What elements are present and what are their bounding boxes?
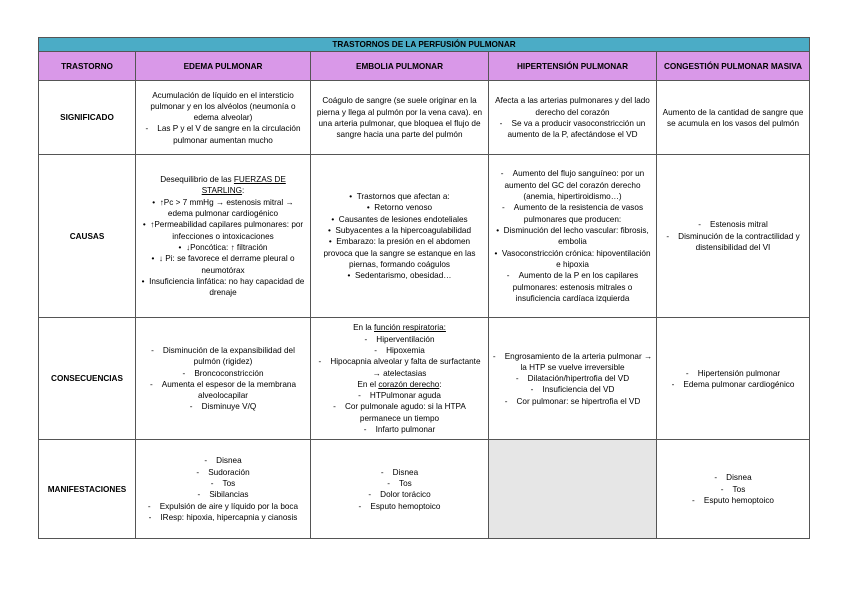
text: Desequilibrio de las	[160, 175, 234, 185]
text: En la	[353, 323, 375, 333]
cell-manifestaciones-edema	[136, 440, 311, 539]
list-item: - Sudoración	[139, 467, 307, 478]
list-item: - Aumenta el espesor de la membrana alveolocapilar	[139, 379, 307, 402]
text: Coágulo de sangre (se suele originar en la pierna y llega al pulmón por la vena cava). en una arteria pulmonar, que bloquea el flujo de sangre hacia una parte del pulmón	[316, 96, 483, 140]
cell-consecuencias-congestion	[657, 318, 810, 440]
text: FUERZAS DE STARLING	[201, 175, 286, 196]
list-item: - Disnea	[660, 472, 806, 483]
text: - Se va a producir vasoconstricción un aumento de la P, afectándose el VD	[492, 118, 653, 141]
list-item: - Disminución de la expansibilidad del pulmón (rigidez)	[139, 345, 307, 368]
list-item: - Hipoxemia	[314, 345, 485, 356]
list-item: - Estenosis mitral	[660, 219, 806, 230]
header-trastorno: TRASTORNO	[39, 52, 136, 81]
list-item: - Sibilancias	[139, 489, 307, 500]
list-item: • Retorno venoso	[314, 202, 485, 213]
cell-causas-embolia	[311, 155, 489, 318]
list-item: • Trastornos que afectan a:	[314, 191, 485, 202]
list-item: • ↑Permeabilidad capilares pulmonares: por infecciones o intoxicaciones	[139, 219, 307, 242]
text: Acumulación de líquido en el intersticio pulmonar y en los alvéolos (neumonía o edema alveolar)	[150, 90, 296, 123]
cell-causas-congestion	[657, 155, 810, 318]
list-item: - Disnea	[139, 455, 307, 466]
row-label-significado: SIGNIFICADO	[39, 81, 136, 155]
list-item: - Cor pulmonale agudo: si la HTPA permanece un tiempo	[314, 401, 485, 424]
cell-manifestaciones-congestion	[657, 440, 810, 539]
list-item: • Subyacentes a la hipercoagulabilidad	[314, 225, 485, 236]
list-item: - Cor pulmonar: se hipertrofia el VD	[492, 396, 653, 407]
header-edema: EDEMA PULMONAR	[136, 52, 311, 81]
list-item: - Engrosamiento de la arteria pulmonar → la HTP se vuelve irreversible	[492, 351, 653, 374]
list-item: - Disminuye V/Q	[139, 401, 307, 412]
text: corazón derecho	[378, 379, 440, 389]
cell-causas-edema	[136, 155, 311, 318]
header-embolia: EMBOLIA PULMONAR	[311, 52, 489, 81]
list-item: • Insuficiencia linfática: no hay capacidad de drenaje	[139, 276, 307, 299]
list-item: - Disnea	[314, 467, 485, 478]
header-hipertension: HIPERTENSIÓN PULMONAR	[489, 52, 657, 81]
list-item: - Esputo hemoptoico	[314, 501, 485, 512]
row-label-consecuencias: CONSECUENCIAS	[39, 318, 136, 440]
list-item: • Causantes de lesiones endoteliales	[314, 214, 485, 225]
text: :	[439, 379, 442, 389]
table-title: TRASTORNOS DE LA PERFUSIÓN PULMONAR	[39, 38, 810, 52]
list-item: • Sedentarismo, obesidad…	[314, 270, 485, 281]
list-item: - Tos	[139, 478, 307, 489]
text: Afecta a las arterias pulmonares y del lado derecho del corazón	[495, 96, 650, 117]
list-item: - Aumento de la P en los capilares pulmonares: estenosis mitrales o insuficiencia cardíaca izquierda	[492, 270, 653, 304]
list-item: - Esputo hemoptoico	[660, 495, 806, 506]
cell-significado-congestion	[657, 81, 810, 155]
list-item: - Tos	[660, 484, 806, 495]
list-item: - Expulsión de aire y líquido por la boca	[139, 501, 307, 512]
text	[139, 174, 307, 197]
list-item: - Disminución de la contractilidad y distensibilidad del VI	[660, 231, 806, 254]
list-item: - Aumento de la resistencia de vasos pulmonares que producen:	[492, 202, 653, 225]
list-item: - Hipertensión pulmonar	[660, 368, 806, 379]
list-item: - IResp: hipoxia, hipercapnia y cianosis	[139, 512, 307, 523]
cell-consecuencias-embolia	[311, 318, 489, 440]
header-congestion: CONGESTIÓN PULMONAR MASIVA	[657, 52, 810, 81]
text: función respiratoria:	[374, 323, 446, 333]
cell-consecuencias-edema	[136, 318, 311, 440]
list-item: - Aumento del flujo sanguíneo: por un aumento del GC del corazón derecho (anemia, hipertiroidismo…)	[492, 168, 653, 202]
list-item: • Disminución del lecho vascular: fibrosis, embolia	[492, 225, 653, 248]
cell-consecuencias-hipertension	[489, 318, 657, 440]
text: - Las P y el V de sangre en la circulación pulmonar aumentan mucho	[139, 123, 307, 146]
text	[314, 322, 485, 333]
text: :	[242, 186, 245, 196]
text: En el	[357, 379, 379, 389]
list-item: - HTPulmonar aguda	[314, 390, 485, 401]
list-item: - Hiperventilación	[314, 334, 485, 345]
perfusion-disorders-table	[38, 37, 810, 539]
list-item: • ↓ Pi: se favorece el derrame pleural o neumotórax	[139, 253, 307, 276]
list-item: - Edema pulmonar cardiogénico	[660, 379, 806, 390]
text: Aumento de la cantidad de sangre que se acumula en los vasos del pulmón	[662, 107, 804, 128]
list-item: • ↓Poncótica: ↑ filtración	[139, 242, 307, 253]
cell-significado-embolia	[311, 81, 489, 155]
cell-manifestaciones-embolia	[311, 440, 489, 539]
list-item: - Hipocapnia alveolar y falta de surfactante → atelectasias	[314, 356, 485, 379]
list-item: - Dolor torácico	[314, 489, 485, 500]
list-item: - Insuficiencia del VD	[492, 384, 653, 395]
cell-significado-edema	[136, 81, 311, 155]
cell-significado-hipertension	[489, 81, 657, 155]
list-item: - Dilatación/hipertrofia del VD	[492, 373, 653, 384]
cell-causas-hipertension	[489, 155, 657, 318]
cell-manifestaciones-hipertension-empty	[489, 440, 657, 539]
list-item: • Embarazo: la presión en el abdomen provoca que la sangre se estanque en las piernas, formando coágulos	[314, 236, 485, 270]
list-item: • ↑Pc > 7 mmHg → estenosis mitral → edema pulmonar cardiogénico	[139, 197, 307, 220]
list-item: - Infarto pulmonar	[314, 424, 485, 435]
list-item: - Tos	[314, 478, 485, 489]
list-item: • Vasoconstricción crónica: hipoventilación e hipoxia	[492, 248, 653, 271]
list-item: - Broncoconstricción	[139, 368, 307, 379]
row-label-causas: CAUSAS	[39, 155, 136, 318]
text	[314, 379, 485, 390]
row-label-manifestaciones: MANIFESTACIONES	[39, 440, 136, 539]
